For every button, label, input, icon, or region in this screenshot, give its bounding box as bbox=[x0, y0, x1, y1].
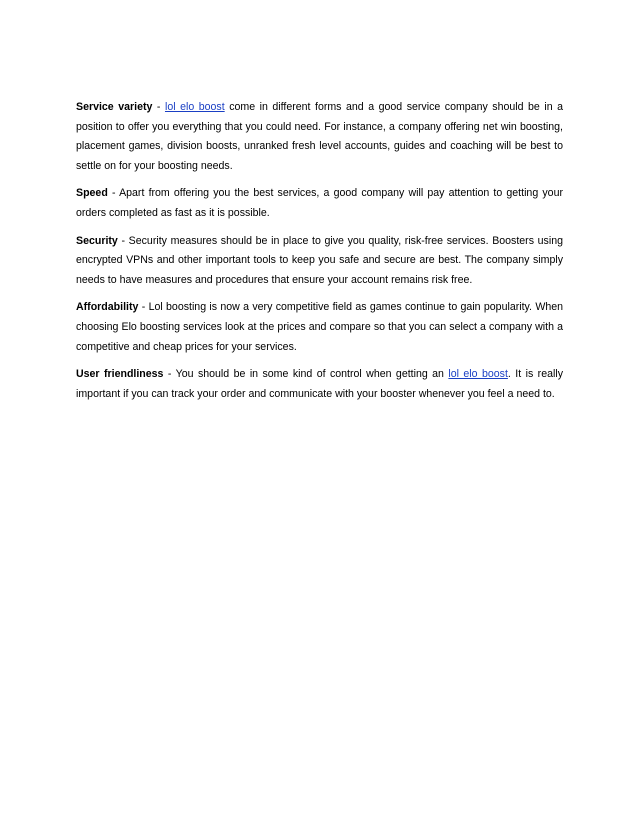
link-lol-elo-boost[interactable]: lol elo boost bbox=[164, 101, 225, 113]
term-affordability: Affordability bbox=[76, 301, 139, 314]
term-speed: Speed bbox=[76, 187, 108, 200]
separator: - bbox=[117, 234, 129, 247]
paragraph-speed bbox=[76, 184, 563, 223]
paragraph-text: You should be in some kind of control when getting an bbox=[175, 368, 449, 381]
term-security: Security bbox=[76, 234, 118, 247]
link-lol-elo-boost[interactable]: lol elo boost bbox=[448, 368, 508, 381]
separator: - bbox=[152, 101, 165, 113]
paragraph-service-variety bbox=[76, 98, 563, 176]
separator: - bbox=[138, 301, 149, 314]
paragraph-text: Security measures should be in place to give you quality, risk-free services. Boosters using encrypted VPNs and other important tools to keep you safe and secure are best. The company simply needs to have measures and procedures that ensure your account remains risk free. bbox=[76, 234, 563, 286]
term-user-friendliness: User friendliness bbox=[76, 368, 164, 381]
paragraph-security bbox=[76, 232, 563, 291]
paragraph-text: come in different forms and a good service company should be in a position to offer you everything that you could need. For instance, a company offering net win boosting, placement games, division boosts, unranked fresh level accounts, guides and coaching will be best to settle on for your boosting needs. bbox=[76, 101, 563, 172]
paragraph-text: Apart from offering you the best services, a good company will pay attention to getting your orders completed as fast as it is possible. bbox=[76, 187, 563, 219]
paragraph-user-friendliness bbox=[76, 365, 563, 404]
separator: - bbox=[163, 368, 176, 381]
term-service-variety: Service variety bbox=[76, 101, 153, 113]
paragraph-text: . It is really important if you can track your order and communicate with your booster whenever you feel a need to. bbox=[76, 368, 563, 400]
paragraph-text: Lol boosting is now a very competitive field as games continue to gain popularity. When choosing Elo boosting services look at the prices and compare so that you can select a company with a competitive and cheap prices for your services. bbox=[76, 301, 563, 353]
document-body bbox=[76, 98, 563, 412]
separator: - bbox=[107, 187, 120, 200]
paragraph-affordability bbox=[76, 298, 563, 357]
